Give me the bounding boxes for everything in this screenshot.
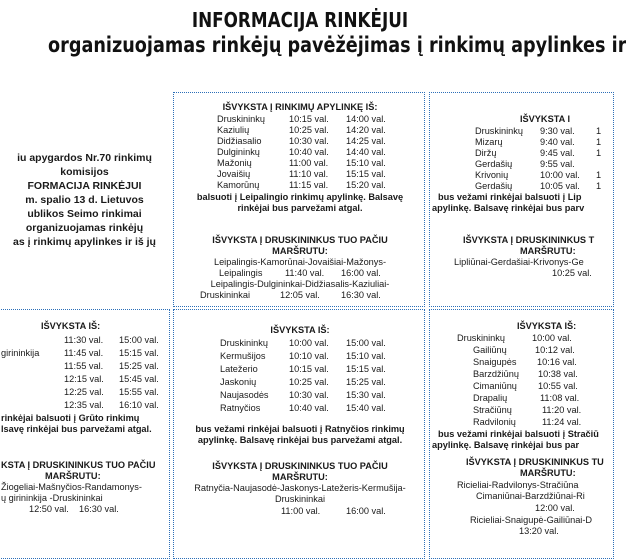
departure-time: 12:15 val. (64, 374, 104, 384)
departure-time: 15:25 val. (346, 377, 386, 387)
stop-name: Mažonių (217, 158, 252, 168)
return-route: ų girininkija -Druskininkai (1, 493, 103, 503)
departure-time: 15:55 val. (119, 387, 159, 397)
schedule-row (430, 333, 615, 344)
schedule-row (174, 180, 426, 191)
schedule-row (174, 136, 426, 147)
departure-time: 16:30 val. (341, 290, 381, 300)
departure-time: 16:30 val. (79, 504, 119, 514)
departure-time: 12:50 val. (29, 504, 69, 514)
departure-time: 10:30 val. (289, 136, 329, 146)
return-header: KSTA Į DRUSKININKUS TUO PAČIU (1, 460, 156, 470)
departure-time: 14:00 val. (346, 114, 386, 124)
return-header: IŠVYKSTA Į DRUSKININKUS TU (466, 457, 604, 467)
departure-time: 10:40 val. (289, 403, 329, 413)
departure-time: 10:15 val. (289, 364, 329, 374)
departure-time: 16:10 val. (119, 400, 159, 410)
departure-time: 15:30 val. (346, 390, 386, 400)
departure-time: 1 (596, 126, 602, 136)
departure-time: 1 (596, 148, 602, 158)
departure-time: 11:55 val. (64, 361, 104, 371)
departure-time: 15:00 val. (119, 335, 159, 345)
stop-name: Latežerio (220, 364, 258, 374)
return-row (174, 506, 426, 517)
stop-name: Druskininkų (220, 338, 268, 348)
departure-time: 12:25 val. (64, 387, 104, 397)
return-route: Žiogeliai-Mašnyčios-Randamonys- (1, 482, 142, 492)
schedule-row (174, 338, 426, 349)
schedule-row (0, 335, 171, 346)
departure-time: 12:05 val. (280, 290, 320, 300)
departure-time: 10:38 val. (538, 369, 578, 379)
intro-line: iu apygardos Nr.70 rinkimų (17, 152, 152, 164)
departure-time: 10:12 val. (535, 345, 575, 355)
departure-time: 12:00 val. (535, 503, 575, 513)
return-subheader: MARŠRUTU: (520, 468, 576, 478)
departure-time: 15:10 val. (346, 158, 386, 168)
schedule-panel-grutas (0, 309, 170, 559)
schedule-row (0, 387, 171, 398)
departure-time: 15:00 val. (346, 338, 386, 348)
return-route: Cimaniūnai-Barzdžiūnai-Ri (476, 491, 585, 501)
schedule-row (174, 377, 426, 388)
departure-time: 11:00 val. (281, 506, 321, 516)
schedule-row (0, 400, 171, 411)
stop-name: Cimaniūnų (473, 381, 517, 391)
return-route: Lipliūnai-Gerdašiai-Krivonys-Ge (454, 257, 584, 267)
departure-time: 10:55 val. (538, 381, 578, 391)
departure-time: 9:55 val. (540, 159, 575, 169)
departure-time: 9:40 val. (540, 137, 575, 147)
schedule-row (430, 357, 615, 368)
departure-time: 11:08 val. (540, 393, 580, 403)
departure-time: 11:30 val. (64, 335, 104, 345)
departure-time: 10:10 val. (289, 351, 329, 361)
return-subheader: MARŠRUTU: (520, 246, 576, 256)
stop-name: Druskininkų (217, 114, 265, 124)
departure-time: 10:25 val. (289, 125, 329, 135)
departure-time: 10:40 val. (289, 147, 329, 157)
stop-name: Druskininkai (200, 290, 251, 300)
departure-time: 11:45 val. (64, 348, 104, 358)
panel-note: apylinkę. Balsavę rinkėjai bus parv (432, 203, 585, 213)
return-subheader: MARŠRUTU: (272, 472, 328, 482)
schedule-row (430, 137, 615, 148)
schedule-row (174, 390, 426, 401)
departure-time: 11:00 val. (289, 158, 329, 168)
stop-name: Gerdašių (475, 181, 513, 191)
departure-time: 15:15 val. (119, 348, 159, 358)
stop-name: Krivonių (475, 170, 509, 180)
schedule-row (174, 364, 426, 375)
return-subheader: MARŠRUTU: (45, 471, 101, 481)
panel-note: rinkėjai bus parvežami atgal. (237, 203, 363, 213)
intro-line: organizuojamas rinkėjų (25, 222, 144, 234)
stop-name: Ratnyčios (220, 403, 261, 413)
stop-name: Druskininkų (457, 333, 505, 343)
departure-time: 9:30 val. (540, 126, 575, 136)
return-subheader: MARŠRUTU: (272, 246, 328, 256)
departure-time: 11:10 val. (289, 169, 329, 179)
departure-time: 14:40 val. (346, 147, 386, 157)
schedule-row (174, 403, 426, 414)
panel-note: bus vežami rinkėjai balsuoti į Stračiū (438, 429, 599, 439)
departure-time: 15:20 val. (346, 180, 386, 190)
schedule-row (430, 148, 615, 159)
stop-name: Dulgininkų (217, 147, 260, 157)
stop-name: Diržų (475, 148, 497, 158)
schedule-row (0, 348, 171, 359)
intro-line: komisijos (60, 166, 109, 178)
departure-time: 10:00 val. (540, 170, 580, 180)
schedule-row (0, 374, 171, 385)
departure-time: 10:30 val. (289, 390, 329, 400)
departure-time: 10:05 val. (540, 181, 580, 191)
stop-name: Stračiūnų (473, 405, 512, 415)
panel-header: IŠVYKSTA IŠ: (270, 325, 330, 335)
schedule-row (430, 126, 615, 137)
stop-name: Didžiasalio (217, 136, 262, 146)
departure-time: 15:25 val. (119, 361, 159, 371)
departure-time: 11:40 val. (285, 268, 325, 278)
schedule-row (430, 417, 615, 428)
panel-note: apylinkę. Balsavę rinkėjai bus parvežami atgal. (197, 435, 403, 445)
stop-name: Kaziulių (217, 125, 250, 135)
panel-note: bus vežami rinkėjai balsuoti į Lip (438, 192, 582, 202)
schedule-row (174, 147, 426, 158)
stop-name: Jaskonių (220, 377, 257, 387)
departure-time: 14:25 val. (346, 136, 386, 146)
return-row (174, 268, 426, 279)
schedule-row (174, 114, 426, 125)
stop-name: Kamorūnų (217, 180, 260, 190)
departure-time: 10:00 val. (289, 338, 329, 348)
stop-name: Snaigupės (473, 357, 517, 367)
schedule-panel-lipliunai (429, 92, 614, 307)
schedule-row (430, 181, 615, 192)
return-row (174, 290, 426, 301)
stop-name: Naujasodės (220, 390, 269, 400)
stop-name: Gailiūnų (473, 345, 507, 355)
departure-time: 16:00 val. (346, 506, 386, 516)
schedule-row (174, 351, 426, 362)
departure-time: 11:15 val. (289, 180, 329, 190)
departure-time: 15:10 val. (346, 351, 386, 361)
schedule-row (0, 361, 171, 372)
intro-line: m. spalio 13 d. Lietuvos (25, 194, 144, 206)
schedule-row (174, 158, 426, 169)
stop-name: Druskininkų (475, 126, 523, 136)
return-route: Ricieliai-Radvilonys-Stračiūna (457, 480, 579, 490)
return-route: Leipalingis-Kamorūnai-Jovaišiai-Mažonys- (213, 257, 387, 267)
schedule-panel-leipalingis (173, 92, 425, 307)
panel-note: lsavę rinkėjai bus parvežami atgal. (1, 424, 152, 434)
departure-time: 15:40 val. (346, 403, 386, 413)
return-header: IŠVYKSTA Į DRUSKININKUS TUO PAČIU (212, 235, 388, 245)
return-route: Ricieliai-Snaigupė-Gailiūnai-D (470, 515, 593, 525)
intro-line: as į rinkimų apylinkes ir iš jų (13, 236, 156, 248)
schedule-panel-ratnycia (173, 309, 425, 559)
panel-note: rinkėjai balsuoti į Grūto rinkimų (1, 413, 140, 423)
departure-time: 11:20 val. (542, 405, 582, 415)
schedule-panel-straciunai (429, 309, 614, 559)
schedule-row (430, 159, 615, 170)
return-header: IŠVYKSTA Į DRUSKININKUS TUO PAČIU (212, 461, 388, 471)
departure-time: 10:15 val. (289, 114, 329, 124)
panel-note: bus vežami rinkėjai balsuoti į Ratnyčios rinkimų (195, 424, 405, 434)
departure-time: 15:15 val. (346, 364, 386, 374)
departure-time: 1 (596, 181, 602, 191)
departure-time: 10:25 val. (552, 268, 592, 278)
intro-line: FORMACIJA RINKĖJUI (27, 180, 142, 192)
return-row (0, 504, 171, 515)
stop-name: Mizarų (475, 137, 503, 147)
departure-time: 15:45 val. (119, 374, 159, 384)
schedule-row (430, 405, 615, 416)
departure-time: 11:24 val. (542, 417, 582, 427)
page-title: INFORMACIJA RINKĖJUI (191, 8, 409, 32)
schedule-row (430, 345, 615, 356)
return-header: IŠVYKSTA Į DRUSKININKUS T (463, 235, 595, 245)
stop-name: Radvilonių (473, 417, 516, 427)
departure-time: 9:45 val. (540, 148, 575, 158)
panel-note: apylinkę. Balsavę rinkėjai bus par (432, 440, 580, 450)
stop-name: Gerdašių (475, 159, 513, 169)
stop-name: Barzdžiūnų (473, 369, 519, 379)
stop-name: Drapalių (473, 393, 508, 403)
departure-time: 15:15 val. (346, 169, 386, 179)
panel-header: IŠVYKSTA Į RINKIMŲ APYLINKĘ IŠ: (222, 102, 378, 112)
stop-name: Jovaišių (217, 169, 251, 179)
departure-time: 1 (596, 137, 602, 147)
return-route: Ratnyčia-Naujasodė-Jaskonys-Latežeris-Kermušija- (194, 483, 406, 493)
panel-header: IŠVYKSTA IŠ: (41, 321, 101, 331)
stop-name: girininkija (1, 348, 40, 358)
panel-header: IŠVYKSTA I (520, 114, 571, 124)
panel-note: balsuoti į Leipalingio rinkimų apylinkę. Balsavę (196, 192, 404, 202)
schedule-row (430, 369, 615, 380)
schedule-row (430, 381, 615, 392)
departure-time: 13:20 val. (519, 526, 559, 536)
departure-time: 10:16 val. (537, 357, 577, 367)
schedule-row (174, 169, 426, 180)
return-route: Leipalingis-Dulgininkai-Didžiasalis-Kaziuliai- (210, 279, 390, 289)
departure-time: 16:00 val. (341, 268, 381, 278)
stop-name: Leipalingis (219, 268, 263, 278)
schedule-row (174, 125, 426, 136)
departure-time: 10:00 val. (532, 333, 572, 343)
departure-time: 12:35 val. (64, 400, 104, 410)
departure-time: 14:20 val. (346, 125, 386, 135)
panel-header: IŠVYKSTA IŠ: (517, 321, 577, 331)
return-route: Druskininkai (274, 494, 326, 504)
schedule-row (430, 393, 615, 404)
intro-line: ublikos Seimo rinkimai (27, 208, 142, 220)
departure-time: 1 (596, 170, 602, 180)
stop-name: Kermušijos (220, 351, 266, 361)
schedule-row (430, 170, 615, 181)
departure-time: 10:25 val. (289, 377, 329, 387)
page-subtitle: organizuojamas rinkėjų pavėžėjimas į rinkimų apylinkes ir (48, 33, 626, 57)
